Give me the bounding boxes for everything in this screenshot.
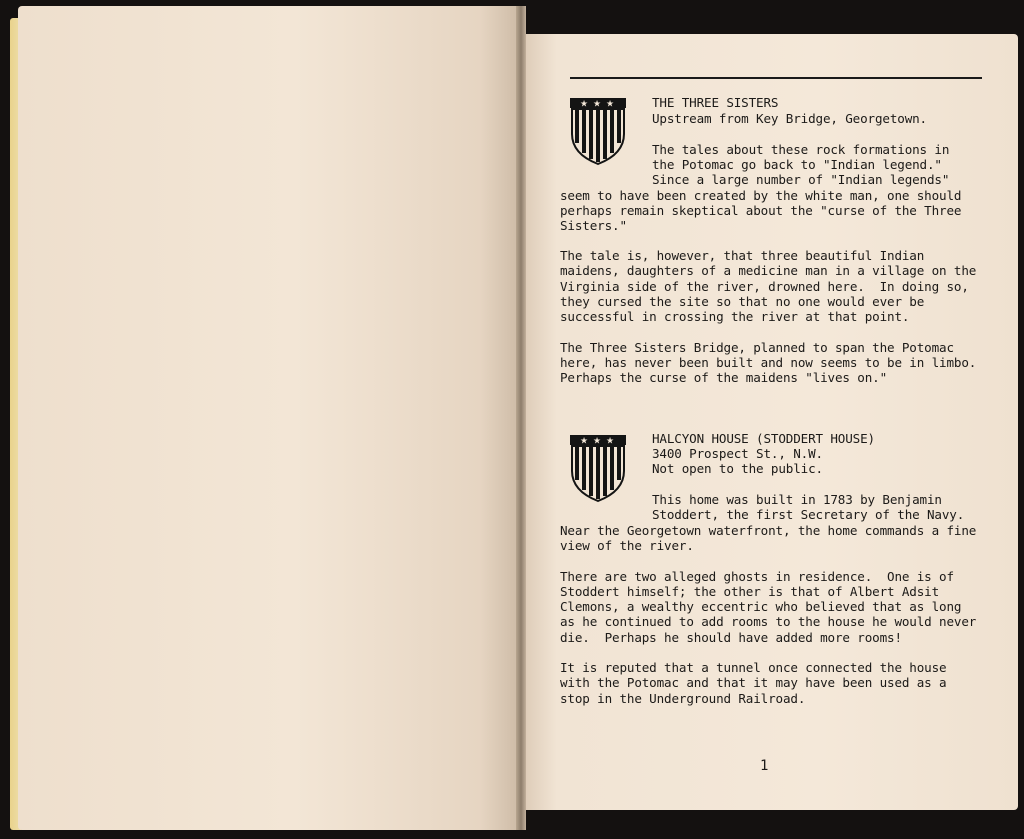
paragraph-line: successful in crossing the river at that point.	[560, 309, 910, 324]
paragraph-line: Perhaps the curse of the maidens "lives on."	[560, 370, 888, 385]
paragraph-line: stop in the Underground Railroad.	[560, 691, 806, 706]
us-shield-icon	[568, 433, 628, 503]
paragraph-line: This home was built in 1783 by Benjamin	[652, 492, 942, 507]
paragraph-line: Clemons, a wealthy eccentric who believed that as long	[560, 599, 962, 614]
svg-text:★: ★	[593, 99, 602, 110]
us-shield-icon	[568, 96, 628, 166]
section-title: THE THREE SISTERS	[652, 95, 779, 110]
paragraph-line: The Three Sisters Bridge, planned to span the Potomac	[560, 340, 954, 355]
svg-text:★: ★	[580, 99, 589, 110]
paragraph-line: The tales about these rock formations in	[652, 142, 950, 157]
paragraph-line: Near the Georgetown waterfront, the home commands a fine	[560, 523, 977, 538]
booklet-gutter	[516, 6, 526, 830]
paragraph-line: with the Potomac and that it may have been used as a	[560, 675, 947, 690]
paragraph-line: It is reputed that a tunnel once connected the house	[560, 660, 947, 675]
paragraph-line: here, has never been built and now seems to be in limbo.	[560, 355, 977, 370]
section-address: 3400 Prospect St., N.W.	[652, 446, 823, 461]
paragraph-line: they cursed the site so that no one would ever be	[560, 294, 925, 309]
svg-text:★: ★	[580, 436, 589, 447]
paragraph-line: Stoddert, the first Secretary of the Navy.	[652, 507, 965, 522]
paragraph-line: The tale is, however, that three beautiful Indian	[560, 248, 925, 263]
paragraph-line: Sisters."	[560, 218, 627, 233]
paragraph-line: There are two alleged ghosts in residence. One is of	[560, 569, 954, 584]
paragraph-line: as he continued to add rooms to the house he would never	[560, 614, 977, 629]
left-page-blank	[18, 6, 520, 830]
paragraph-line: die. Perhaps he should have added more rooms!	[560, 630, 902, 645]
section-location: Upstream from Key Bridge, Georgetown.	[652, 111, 927, 126]
svg-text:★: ★	[606, 99, 615, 110]
paragraph-line: seem to have been created by the white man, one should	[560, 188, 962, 203]
paragraph-line: view of the river.	[560, 538, 694, 553]
paragraph-line: Stoddert himself; the other is that of Albert Adsit	[560, 584, 940, 599]
svg-text:★: ★	[606, 436, 615, 447]
paragraph-line: the Potomac go back to "Indian legend."	[652, 157, 942, 172]
paragraph-line: maidens, daughters of a medicine man in a village on the	[560, 263, 977, 278]
paragraph-line: perhaps remain skeptical about the "curse of the Three	[560, 203, 962, 218]
section-note: Not open to the public.	[652, 461, 823, 476]
paragraph-line: Since a large number of "Indian legends"	[652, 172, 950, 187]
page-number: 1	[760, 758, 769, 774]
section-title: HALCYON HOUSE (STODDERT HOUSE)	[652, 431, 875, 446]
paragraph-line: Virginia side of the river, drowned here. In doing so,	[560, 279, 969, 294]
top-rule	[570, 77, 982, 79]
svg-text:★: ★	[593, 436, 602, 447]
